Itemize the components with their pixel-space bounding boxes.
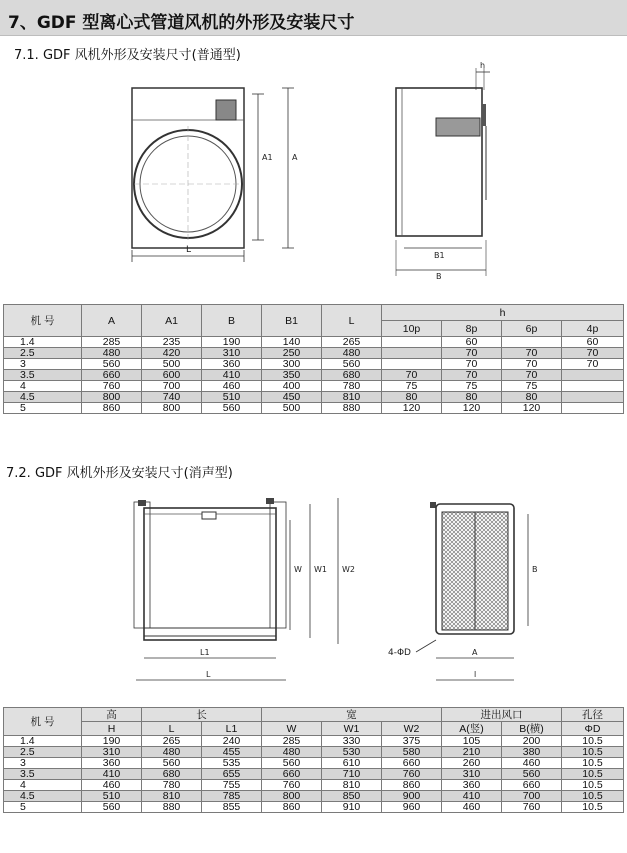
col-header-no: 机 号 xyxy=(4,305,82,337)
col-header-no: 机 号 xyxy=(4,708,82,736)
section2-subtitle: 7.2. GDF 风机外形及安装尺寸(消声型) xyxy=(6,466,233,481)
col-header-a: A xyxy=(82,305,142,337)
table-cell: 460 xyxy=(82,780,142,791)
table-cell: 3 xyxy=(4,359,82,370)
table-cell: 1.4 xyxy=(4,736,82,747)
standard-fan-front-view xyxy=(120,80,320,275)
table-cell: 400 xyxy=(262,381,322,392)
table-cell: 105 xyxy=(442,736,502,747)
table-cell: 860 xyxy=(82,403,142,414)
table-body xyxy=(4,736,624,813)
table-row xyxy=(4,359,624,370)
table-cell: 560 xyxy=(322,359,382,370)
dim-label-w: W xyxy=(294,565,302,574)
table-cell: 240 xyxy=(202,736,262,747)
table-cell: 235 xyxy=(142,337,202,348)
col-header-h-6p: 6p xyxy=(502,321,562,337)
table-row xyxy=(4,370,624,381)
table-cell: 910 xyxy=(322,802,382,813)
table-cell: 800 xyxy=(142,403,202,414)
table-cell: 660 xyxy=(82,370,142,381)
dim-label-l-side: l xyxy=(474,670,477,679)
table-cell: 285 xyxy=(262,736,322,747)
dim-label-a1: A1 xyxy=(262,153,273,162)
col-header-b: B xyxy=(202,305,262,337)
dim-label-b-side: B xyxy=(532,565,538,574)
table-cell: 70 xyxy=(442,348,502,359)
table-cell xyxy=(562,392,624,403)
table-cell xyxy=(382,359,442,370)
dim-label-b1: B1 xyxy=(434,251,445,260)
dim-label-hole: 4-ΦD xyxy=(388,648,411,658)
table-cell: 530 xyxy=(322,747,382,758)
table-cell: 60 xyxy=(442,337,502,348)
table-cell: 3.5 xyxy=(4,370,82,381)
table-cell: 510 xyxy=(82,791,142,802)
col-header-b-horizontal: B(横) xyxy=(502,722,562,736)
col-header-l: L xyxy=(142,722,202,736)
table-cell: 810 xyxy=(142,791,202,802)
table-cell: 80 xyxy=(382,392,442,403)
silencer-fan-side-view xyxy=(388,490,558,690)
table-cell: 760 xyxy=(502,802,562,813)
table-cell: 780 xyxy=(142,780,202,791)
col-header-l: L xyxy=(322,305,382,337)
table-cell: 480 xyxy=(262,747,322,758)
table-cell: 330 xyxy=(322,736,382,747)
table-cell: 510 xyxy=(202,392,262,403)
table-cell: 855 xyxy=(202,802,262,813)
table-cell: 450 xyxy=(262,392,322,403)
table-row xyxy=(4,791,624,802)
table-cell: 700 xyxy=(142,381,202,392)
table-cell: 80 xyxy=(442,392,502,403)
table-row xyxy=(4,769,624,780)
table-cell: 410 xyxy=(202,370,262,381)
table-cell: 480 xyxy=(82,348,142,359)
table-cell: 310 xyxy=(442,769,502,780)
dim-label-l2: L xyxy=(206,670,211,679)
table-cell: 480 xyxy=(142,747,202,758)
table-cell: 4.5 xyxy=(4,392,82,403)
table-cell: 120 xyxy=(442,403,502,414)
col-header-high: 高 xyxy=(82,708,142,722)
table-cell: 140 xyxy=(262,337,322,348)
table-cell: 455 xyxy=(202,747,262,758)
table-cell: 760 xyxy=(382,769,442,780)
table-row xyxy=(4,337,624,348)
col-header-long: 长 xyxy=(142,708,262,722)
dim-label-w1: W1 xyxy=(314,565,327,574)
table-cell: 710 xyxy=(322,769,382,780)
table-cell: 75 xyxy=(442,381,502,392)
table-cell: 660 xyxy=(262,769,322,780)
table-cell: 2.5 xyxy=(4,348,82,359)
table-cell: 850 xyxy=(322,791,382,802)
table-cell: 260 xyxy=(442,758,502,769)
table-cell: 480 xyxy=(322,348,382,359)
table-row xyxy=(4,780,624,791)
table-cell xyxy=(562,381,624,392)
table-cell: 80 xyxy=(502,392,562,403)
table-cell: 360 xyxy=(442,780,502,791)
table-cell: 375 xyxy=(382,736,442,747)
section-header xyxy=(0,0,627,36)
page-title: 7、GDF 型离心式管道风机的外形及安装尺寸 xyxy=(8,13,355,33)
dim-label-l: L xyxy=(186,245,192,255)
table-cell: 70 xyxy=(502,370,562,381)
table-cell: 70 xyxy=(382,370,442,381)
table-cell xyxy=(502,337,562,348)
table-row xyxy=(4,747,624,758)
dim-label-a: A xyxy=(292,153,298,162)
table-row xyxy=(4,802,624,813)
table-cell: 960 xyxy=(382,802,442,813)
table-cell: 265 xyxy=(322,337,382,348)
table-cell: 810 xyxy=(322,780,382,791)
table-cell: 70 xyxy=(562,348,624,359)
table-cell: 3 xyxy=(4,758,82,769)
col-header-b1: B1 xyxy=(262,305,322,337)
table-cell: 10.5 xyxy=(562,769,624,780)
table-cell: 210 xyxy=(442,747,502,758)
table-cell: 760 xyxy=(82,381,142,392)
table-cell: 560 xyxy=(82,802,142,813)
table-cell: 2.5 xyxy=(4,747,82,758)
table-cell: 880 xyxy=(142,802,202,813)
table-cell: 860 xyxy=(262,802,322,813)
col-header-hole: 孔径 xyxy=(562,708,624,722)
table-cell: 5 xyxy=(4,403,82,414)
table-cell: 535 xyxy=(202,758,262,769)
table-cell: 360 xyxy=(82,758,142,769)
dim-label-b: B xyxy=(436,272,442,281)
table-cell: 560 xyxy=(82,359,142,370)
table-cell: 560 xyxy=(202,403,262,414)
table-cell: 350 xyxy=(262,370,322,381)
table-row xyxy=(4,403,624,414)
table-cell: 75 xyxy=(382,381,442,392)
col-header-a1: A1 xyxy=(142,305,202,337)
table-cell: 500 xyxy=(142,359,202,370)
table-cell: 560 xyxy=(502,769,562,780)
table-cell: 380 xyxy=(502,747,562,758)
table-row xyxy=(4,758,624,769)
dim-label-l1: L1 xyxy=(200,648,210,657)
table-cell xyxy=(562,403,624,414)
table-cell: 4.5 xyxy=(4,791,82,802)
col-header-h-4p: 4p xyxy=(562,321,624,337)
table-cell: 265 xyxy=(142,736,202,747)
table-cell: 4 xyxy=(4,780,82,791)
table-cell: 780 xyxy=(322,381,382,392)
silencer-fan-dimension-table xyxy=(3,707,624,813)
table-cell: 10.5 xyxy=(562,791,624,802)
table-cell: 70 xyxy=(442,359,502,370)
table-cell: 900 xyxy=(382,791,442,802)
table-cell: 420 xyxy=(142,348,202,359)
col-header-inlet: 进出风口 xyxy=(442,708,562,722)
col-header-wide: 宽 xyxy=(262,708,442,722)
table-cell: 310 xyxy=(82,747,142,758)
table-cell: 800 xyxy=(82,392,142,403)
table-cell: 190 xyxy=(82,736,142,747)
table-row xyxy=(4,392,624,403)
table-cell: 410 xyxy=(82,769,142,780)
col-header-h-10p: 10p xyxy=(382,321,442,337)
col-header-h: H xyxy=(82,722,142,736)
table-cell: 740 xyxy=(142,392,202,403)
table-cell: 610 xyxy=(322,758,382,769)
table-cell: 500 xyxy=(262,403,322,414)
table-cell: 680 xyxy=(322,370,382,381)
table-cell: 70 xyxy=(442,370,502,381)
col-header-w1: W1 xyxy=(322,722,382,736)
table-cell: 680 xyxy=(142,769,202,780)
table-cell: 310 xyxy=(202,348,262,359)
table-cell: 10.5 xyxy=(562,758,624,769)
col-header-h: h xyxy=(382,305,624,321)
table-cell: 660 xyxy=(382,758,442,769)
table-cell: 10.5 xyxy=(562,780,624,791)
table-cell: 760 xyxy=(262,780,322,791)
col-header-phi-d: ΦD xyxy=(562,722,624,736)
table-cell xyxy=(382,337,442,348)
col-header-a-vertical: A(竖) xyxy=(442,722,502,736)
table-row xyxy=(4,348,624,359)
table-cell: 120 xyxy=(382,403,442,414)
table-cell: 5 xyxy=(4,802,82,813)
table-row xyxy=(4,736,624,747)
table-cell: 10.5 xyxy=(562,736,624,747)
col-header-w: W xyxy=(262,722,322,736)
table-cell: 460 xyxy=(202,381,262,392)
table-cell: 880 xyxy=(322,403,382,414)
table-cell: 755 xyxy=(202,780,262,791)
silencer-fan-front-view xyxy=(130,490,360,690)
table-cell: 10.5 xyxy=(562,802,624,813)
table-cell: 785 xyxy=(202,791,262,802)
table-cell: 460 xyxy=(442,802,502,813)
table-row xyxy=(4,381,624,392)
table-cell: 580 xyxy=(382,747,442,758)
table-cell: 660 xyxy=(502,780,562,791)
table-cell: 75 xyxy=(502,381,562,392)
table-cell: 4 xyxy=(4,381,82,392)
dim-label-h: h xyxy=(480,61,486,70)
table-cell: 10.5 xyxy=(562,747,624,758)
table-cell: 285 xyxy=(82,337,142,348)
table-cell: 200 xyxy=(502,736,562,747)
table-cell: 70 xyxy=(562,359,624,370)
table-cell: 120 xyxy=(502,403,562,414)
dim-label-w2: W2 xyxy=(342,565,355,574)
table-cell: 1.4 xyxy=(4,337,82,348)
table-cell: 560 xyxy=(142,758,202,769)
table-cell: 810 xyxy=(322,392,382,403)
table-cell: 655 xyxy=(202,769,262,780)
standard-fan-dimension-table xyxy=(3,304,624,414)
table-cell: 70 xyxy=(502,348,562,359)
table-cell: 3.5 xyxy=(4,769,82,780)
table-cell: 300 xyxy=(262,359,322,370)
table-cell: 360 xyxy=(202,359,262,370)
table-cell: 460 xyxy=(502,758,562,769)
table-cell: 190 xyxy=(202,337,262,348)
table-cell xyxy=(382,348,442,359)
dim-label-a-side: A xyxy=(472,648,478,657)
table-cell xyxy=(562,370,624,381)
table-cell: 560 xyxy=(262,758,322,769)
section1-subtitle: 7.1. GDF 风机外形及安装尺寸(普通型) xyxy=(14,48,241,63)
table-cell: 600 xyxy=(142,370,202,381)
table-cell: 860 xyxy=(382,780,442,791)
standard-fan-side-view xyxy=(380,60,520,285)
col-header-w2: W2 xyxy=(382,722,442,736)
table-cell: 60 xyxy=(562,337,624,348)
table-cell: 410 xyxy=(442,791,502,802)
col-header-h-8p: 8p xyxy=(442,321,502,337)
table-cell: 700 xyxy=(502,791,562,802)
col-header-l1: L1 xyxy=(202,722,262,736)
table-cell: 70 xyxy=(502,359,562,370)
table-body xyxy=(4,337,624,414)
table-cell: 800 xyxy=(262,791,322,802)
table-cell: 250 xyxy=(262,348,322,359)
